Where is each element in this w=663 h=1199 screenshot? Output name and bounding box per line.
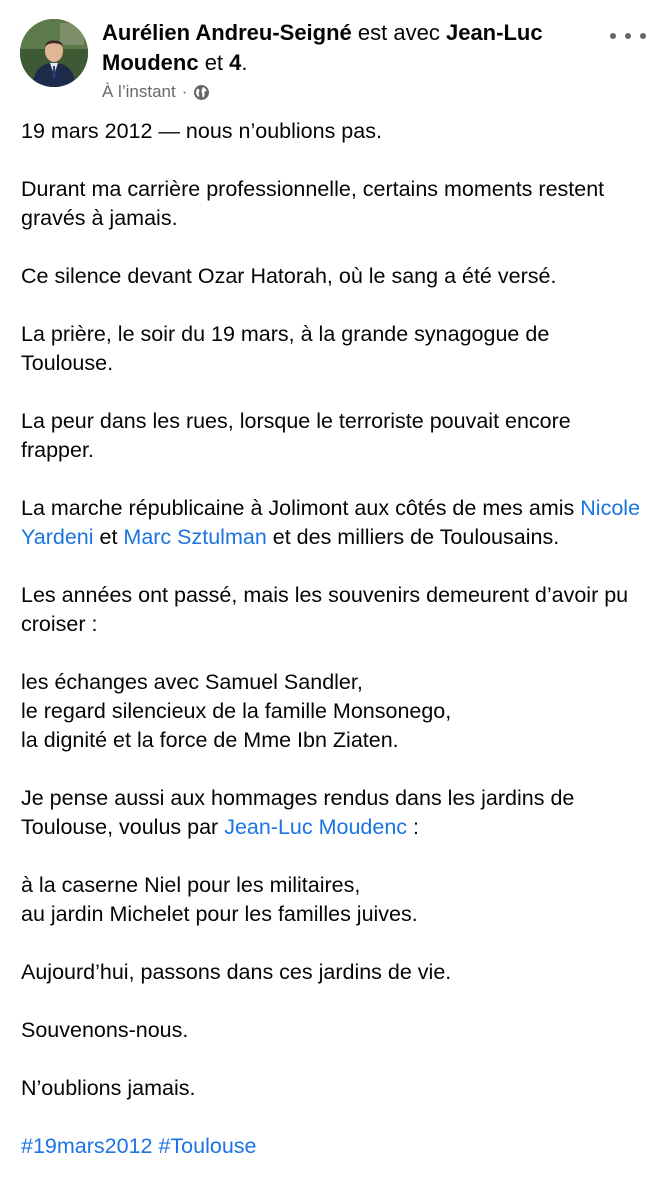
paragraph-text: La marche républicaine à Jolimont aux côtés de mes amis <box>21 496 581 520</box>
post-paragraph: Ce silence devant Ozar Hatorah, où le sang a été versé. <box>21 264 557 288</box>
paragraph-line: à la caserne Niel pour les militaires, <box>21 873 361 897</box>
paragraph-text: et des milliers de Toulousains. <box>266 525 560 549</box>
hashtag-toulouse[interactable]: #Toulouse <box>158 1134 257 1158</box>
more-options-dot <box>610 33 616 39</box>
more-options-dot <box>640 33 646 39</box>
post-paragraph: 19 mars 2012 — nous n’oublions pas. <box>21 119 382 143</box>
mention-jean-luc-moudenc[interactable]: Jean-Luc Moudenc <box>224 815 408 839</box>
post-paragraph <box>21 668 646 755</box>
globe-icon[interactable] <box>193 84 210 101</box>
paragraph-line: le regard silencieux de la famille Monsonego, <box>21 699 452 723</box>
paragraph-text: : <box>407 815 420 839</box>
post-paragraph <box>21 871 646 929</box>
post-paragraph: La prière, le soir du 19 mars, à la grande synagogue de Toulouse. <box>21 322 550 375</box>
post-meta <box>102 80 210 104</box>
post-paragraph: Les années ont passé, mais les souvenirs demeurent d’avoir pu croiser : <box>21 583 629 636</box>
mention-nicole-yardeni[interactable]: Nicole Yardeni <box>21 496 641 549</box>
others-count-value: 4 <box>229 50 242 75</box>
author-name[interactable]: Aurélien Andreu-Seigné <box>102 20 352 45</box>
hashtags <box>21 1132 646 1161</box>
avatar[interactable] <box>20 19 88 87</box>
post-body <box>21 117 646 1190</box>
more-options-button[interactable] <box>610 24 646 48</box>
meta-separator: · <box>181 82 188 101</box>
more-options-dot <box>625 33 631 39</box>
mention-marc-sztulman[interactable]: Marc Sztulman <box>123 525 267 549</box>
post-paragraph: La peur dans les rues, lorsque le terroriste pouvait encore frapper. <box>21 409 571 462</box>
paragraph-text: et <box>93 525 124 549</box>
with-text: est avec <box>357 20 440 45</box>
paragraph-text: Je pense aussi aux hommages rendus dans les jardins de Toulouse, voulus par <box>21 786 575 839</box>
paragraph-line: la dignité et la force de Mme Ibn Ziaten. <box>21 728 399 752</box>
hashtag-19mars2012[interactable]: #19mars2012 <box>21 1134 153 1158</box>
others-count[interactable] <box>229 50 241 75</box>
post-paragraph <box>21 784 646 842</box>
post-timestamp[interactable]: À l’instant <box>102 82 176 101</box>
post-header <box>0 0 663 110</box>
post-paragraph: Souvenons-nous. <box>21 1018 189 1042</box>
post-paragraph: Durant ma carrière professionnelle, certains moments restent gravés à jamais. <box>21 177 605 230</box>
author-line-period: . <box>241 50 248 75</box>
paragraph-line: les échanges avec Samuel Sandler, <box>21 670 363 694</box>
post-paragraph: Aujourd’hui, passons dans ces jardins de vie. <box>21 960 452 984</box>
paragraph-line: au jardin Michelet pour les familles juives. <box>21 902 418 926</box>
and-text: et <box>204 50 224 75</box>
post-paragraph <box>21 494 646 552</box>
tagged-person[interactable]: Jean-Luc Moudenc <box>102 20 543 75</box>
post-author-line <box>102 18 602 78</box>
post-paragraph: N’oublions jamais. <box>21 1076 196 1100</box>
